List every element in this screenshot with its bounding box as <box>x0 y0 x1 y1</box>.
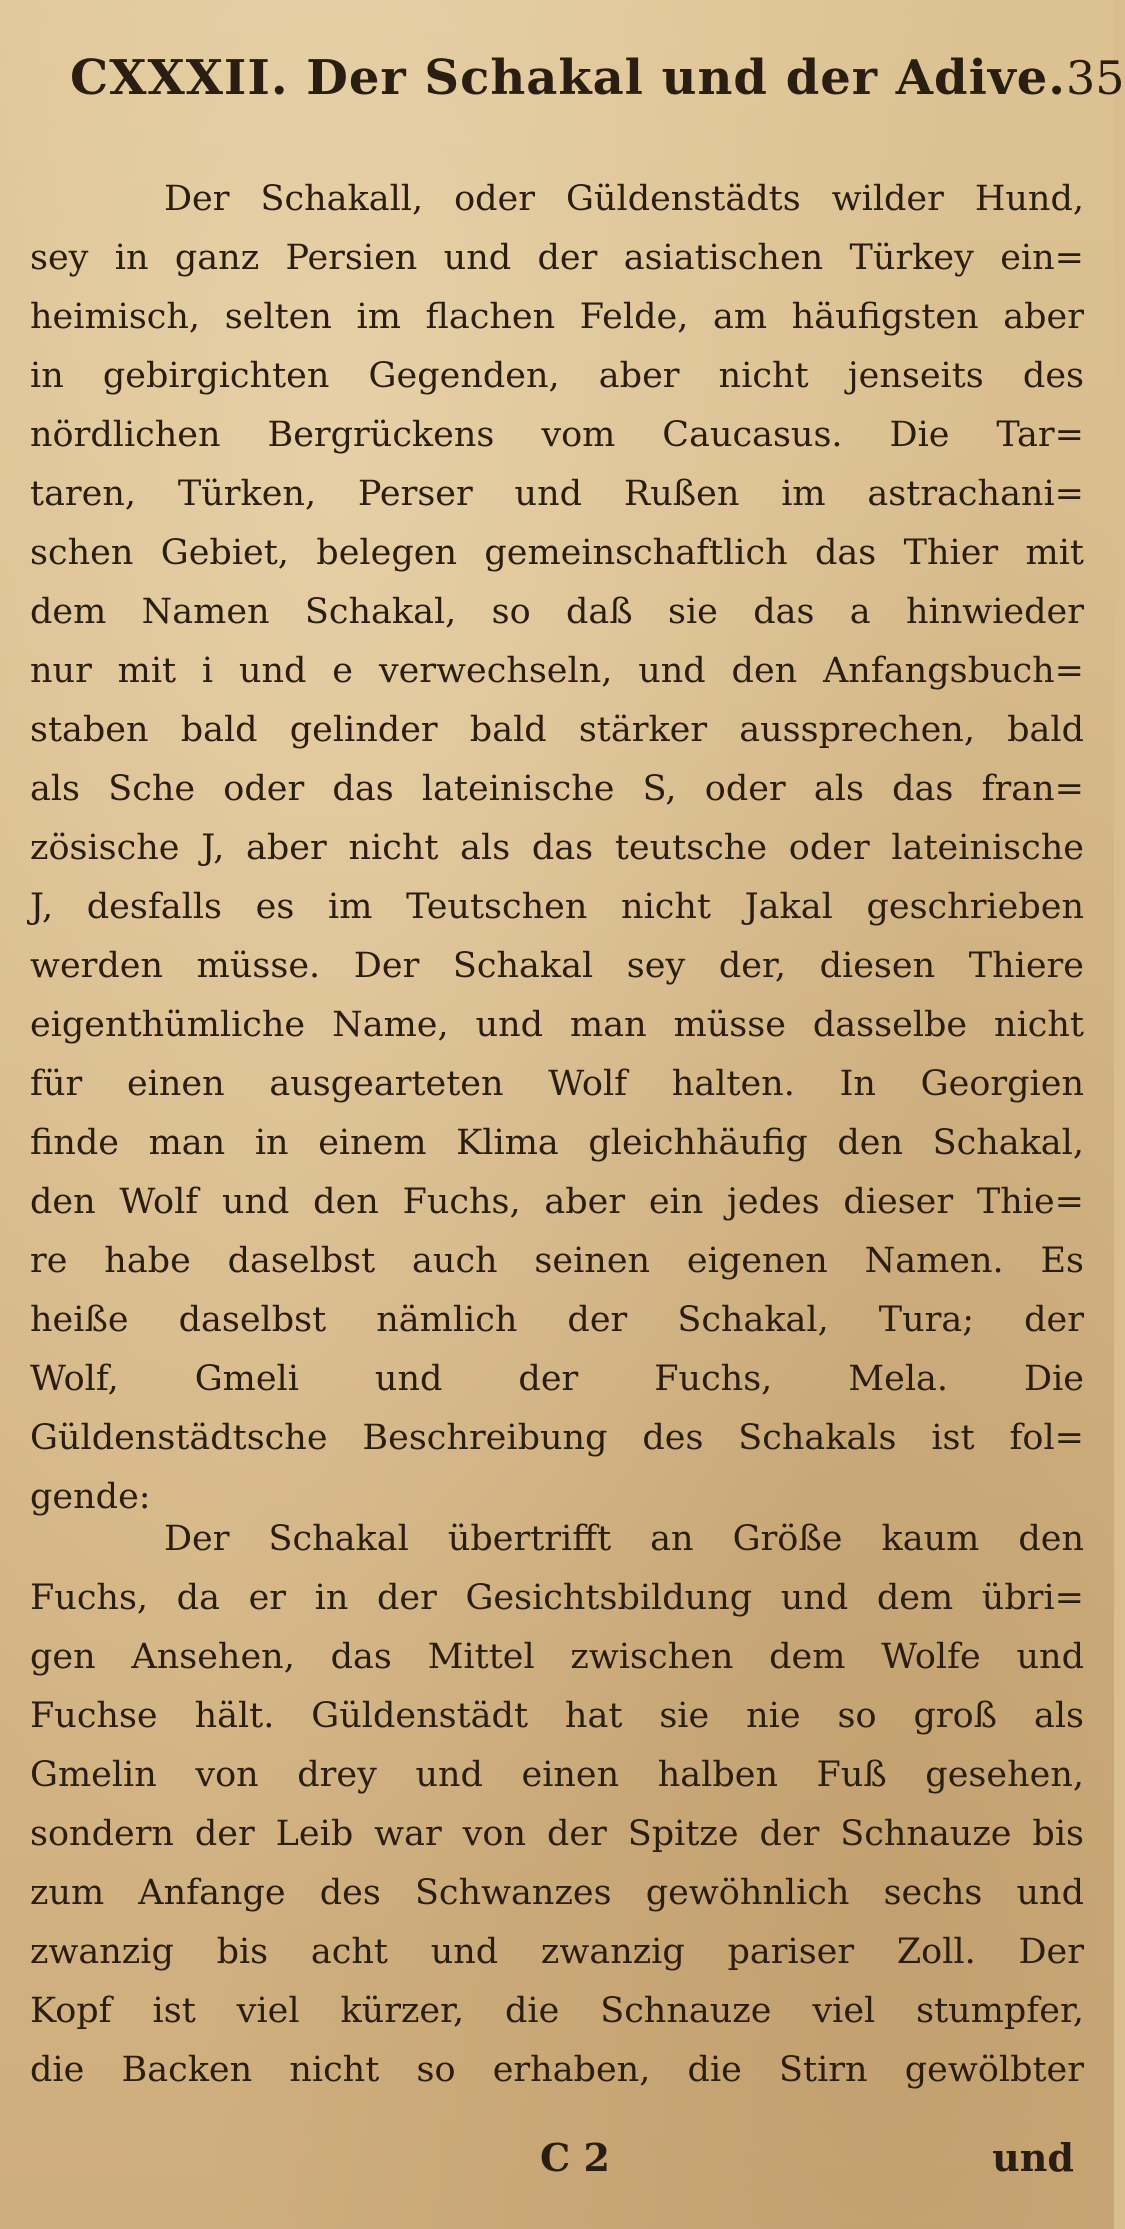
paragraph-2 <box>30 1510 1084 2100</box>
text-line: Güldenstädtsche Beschreibung des Schakals ist fol= <box>30 1418 1084 1458</box>
text-line: Der Schakall, oder Güldenstädts wilder Hund, <box>164 179 1084 219</box>
text-line: Fuchse hält. Güldenstädt hat sie nie so groß als <box>30 1696 1084 1736</box>
text-line: als Sche oder das lateinische S, oder als das fran= <box>30 769 1084 809</box>
text-line: in gebirgichten Gegenden, aber nicht jenseits des <box>30 356 1084 396</box>
chapter-title: CXXXII. Der Schakal und der Adive. <box>70 50 1066 106</box>
text-line: taren, Türken, Perser und Rußen im astrachani= <box>30 474 1084 514</box>
text-line: re habe daselbst auch seinen eigenen Namen. Es <box>30 1241 1084 1281</box>
text-line: gende: <box>30 1477 151 1517</box>
text-line: dem Namen Schakal, so daß sie das a hinwieder <box>30 592 1084 632</box>
text-line: sondern der Leib war von der Spitze der Schnauze bis <box>30 1814 1084 1854</box>
text-line: staben bald gelinder bald stärker aussprechen, bald <box>30 710 1084 750</box>
printer-signature: C 2 <box>540 2135 610 2180</box>
text-line: schen Gebiet, belegen gemeinschaftlich das Thier mit <box>30 533 1084 573</box>
text-line: Gmelin von drey und einen halben Fuß gesehen, <box>30 1755 1084 1795</box>
text-line: Kopf ist viel kürzer, die Schnauze viel stumpfer, <box>30 1991 1084 2031</box>
text-line: heimisch, selten im flachen Felde, am häufigsten aber <box>30 297 1084 337</box>
catchword: und <box>992 2135 1074 2180</box>
paragraph-1 <box>30 170 1084 1527</box>
text-line: nur mit i und e verwechseln, und den Anfangsbuch= <box>30 651 1084 691</box>
text-line: den Wolf und den Fuchs, aber ein jedes dieser Thie= <box>30 1182 1084 1222</box>
text-line: zwanzig bis acht und zwanzig pariser Zoll. Der <box>30 1932 1084 1972</box>
text-line: zösische J, aber nicht als das teutsche oder lateinische <box>30 828 1084 868</box>
page-footer <box>0 2135 1114 2195</box>
text-line: gen Ansehen, das Mittel zwischen dem Wolfe und <box>30 1637 1084 1677</box>
text-line: heiße daselbst nämlich der Schakal, Tura; der <box>30 1300 1084 1340</box>
text-line: für einen ausgearteten Wolf halten. In Georgien <box>30 1064 1084 1104</box>
text-line: nördlichen Bergrückens vom Caucasus. Die Tar= <box>30 415 1084 455</box>
text-line: werden müsse. Der Schakal sey der, diesen Thiere <box>30 946 1084 986</box>
text-line: sey in ganz Persien und der asiatischen Türkey ein= <box>30 238 1084 278</box>
text-line: J, desfalls es im Teutschen nicht Jakal geschrieben <box>30 887 1084 927</box>
text-line: Fuchs, da er in der Gesichtsbildung und dem übri= <box>30 1578 1084 1618</box>
text-line: zum Anfange des Schwanzes gewöhnlich sechs und <box>30 1873 1084 1913</box>
text-line: eigenthümliche Name, und man müsse dasselbe nicht <box>30 1005 1084 1045</box>
running-header <box>70 50 1125 130</box>
text-line: Wolf, Gmeli und der Fuchs, Mela. Die <box>30 1359 1084 1399</box>
page-number: 35 <box>1065 51 1125 105</box>
text-line: Der Schakal übertrifft an Größe kaum den <box>164 1519 1084 1559</box>
text-line: die Backen nicht so erhaben, die Stirn gewölbter <box>30 2050 1084 2090</box>
text-line: finde man in einem Klima gleichhäufig den Schakal, <box>30 1123 1084 1163</box>
